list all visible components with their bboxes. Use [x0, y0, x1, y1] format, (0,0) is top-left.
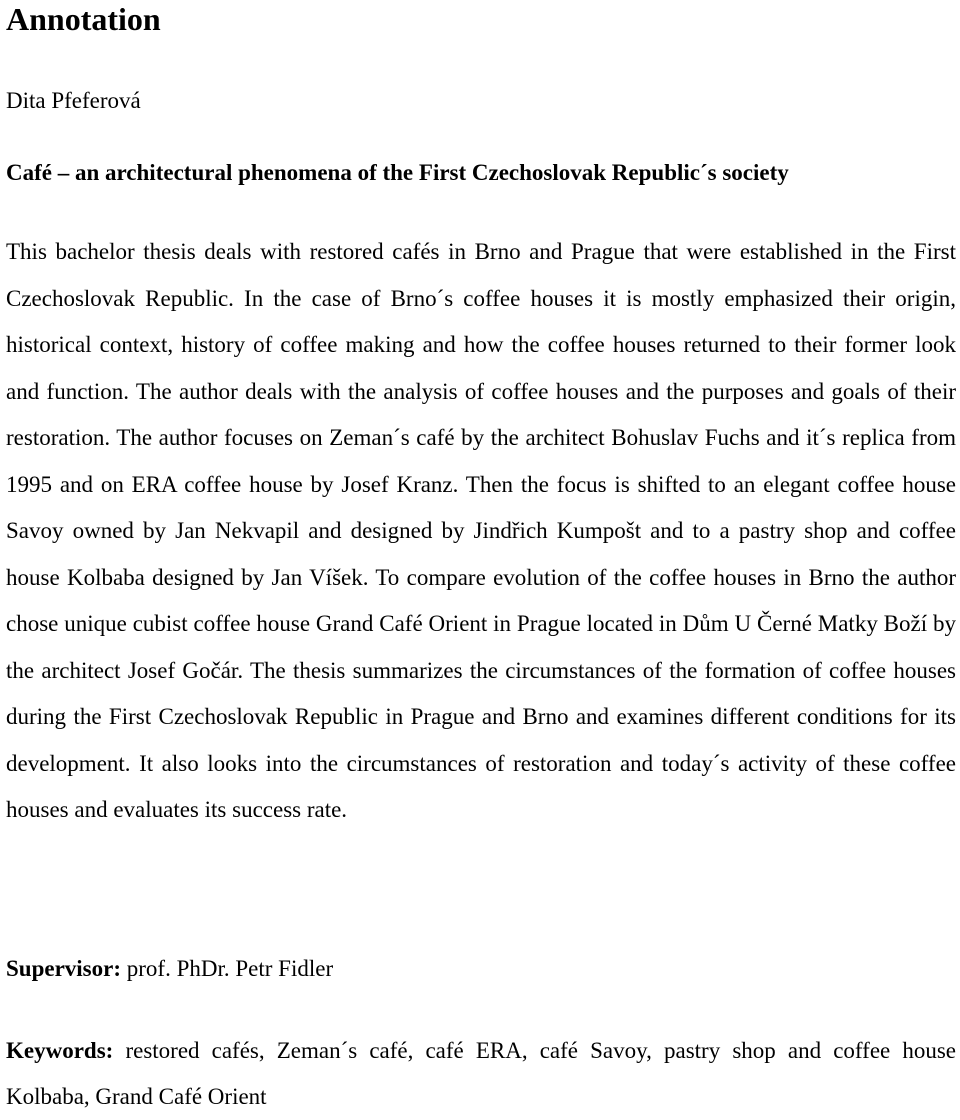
keywords-label: Keywords:	[6, 1038, 114, 1063]
supervisor-value: prof. PhDr. Petr Fidler	[126, 956, 334, 981]
abstract-text: This bachelor thesis deals with restored cafés in Brno and Prague that were established in the First Czechoslovak Republic. In the case of Brno´s coffee houses it is mostly emphasized their origin, historical context, history of coffee making and how the coffee houses returned to their former look and function. The author deals with the analysis of coffee houses and the purposes and goals of their restoration. The author focuses on Zeman´s café by the architect Bohuslav Fuchs and it´s replica from 1995 and on ERA coffee house by Josef Kranz. Then the focus is shifted to an elegant coffee house Savoy owned by Jan Nekvapil and designed by Jindřich Kumpošt and to a pastry shop and coffee house Kolbaba designed by Jan Víšek. To compare evolution of the coffee houses in Brno the author chose unique cubist coffee house Grand Café Orient in Prague located in Dům U Černé Matky Boží by the architect Josef Gočár. The thesis summarizes the circumstances of the formation of coffee houses during the First Czechoslovak Republic in Prague and Brno and examines different conditions for its development. It also looks into the circumstances of restoration and today´s activity of these coffee houses and evaluates its success rate.	[6, 239, 956, 822]
keywords-value: restored cafés, Zeman´s café, café ERA, café Savoy, pastry shop and coffee house Kolbaba, Grand Café Orient	[6, 1038, 957, 1109]
page-title: Annotation	[6, 1, 161, 37]
supervisor-label: Supervisor:	[6, 956, 121, 981]
keywords-line	[6, 1028, 956, 1120]
thesis-title: Café – an architectural phenomena of the First Czechoslovak Republic´s society	[6, 160, 789, 185]
author-name: Dita Pfeferová	[6, 88, 141, 113]
supervisor-line	[6, 954, 333, 984]
